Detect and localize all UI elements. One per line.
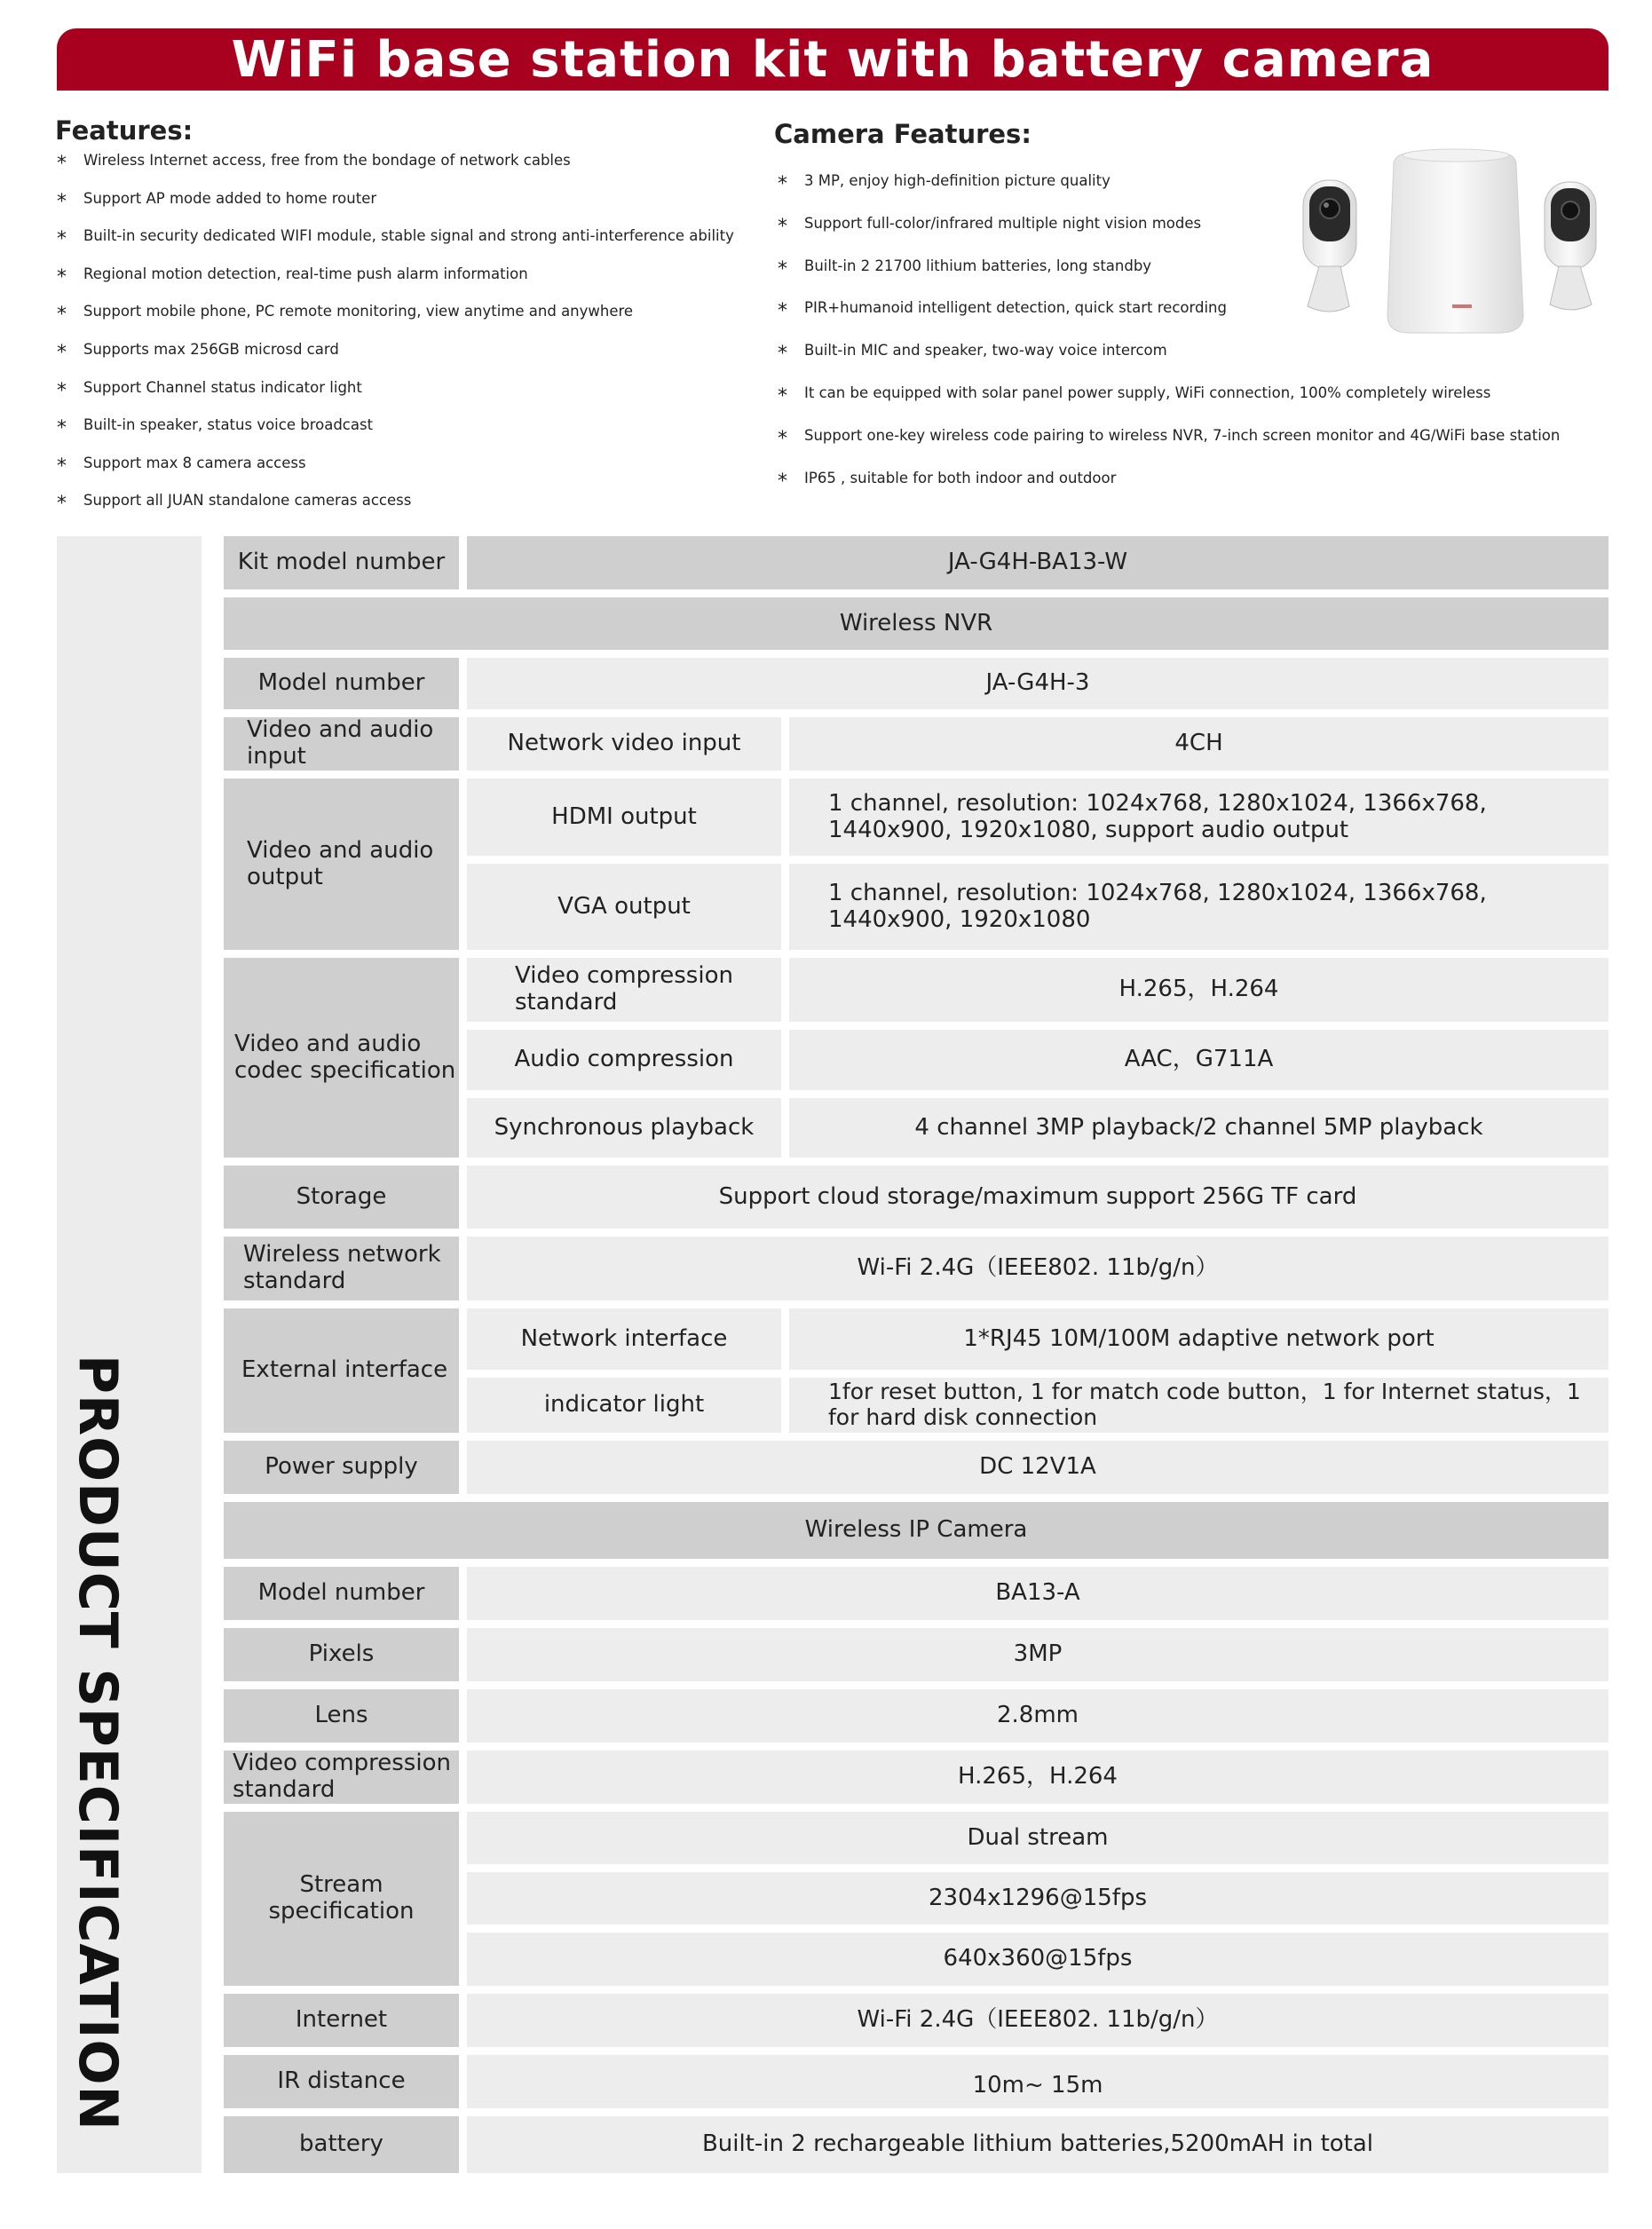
camera-model-value: BA13-A: [467, 1567, 1609, 1620]
stream-dual-value: Dual stream: [467, 1812, 1609, 1864]
battery-value: Built-in 2 rechargeable lithium batteries,5200mAH in total: [467, 2116, 1609, 2173]
base-station-image: [1387, 149, 1523, 333]
bullet-star-icon: *: [778, 470, 787, 493]
feature-item: [778, 427, 1560, 450]
page-title: WiFi base station kit with battery camera: [231, 30, 1435, 89]
bullet-star-icon: *: [778, 257, 787, 281]
features-heading: Features:: [55, 115, 194, 146]
wireless-ip-camera-header: Wireless IP Camera: [224, 1502, 1609, 1559]
feature-item: [57, 379, 362, 402]
lens-value: 2.8mm: [467, 1689, 1609, 1743]
product-photo: [1294, 146, 1609, 337]
bullet-star-icon: *: [57, 228, 67, 251]
feature-item: [57, 265, 528, 289]
feature-text: PIR+humanoid intelligent detection, quick start recording: [804, 299, 1227, 317]
lens-label: Lens: [224, 1689, 459, 1743]
camera-video-compression-value: H.265，H.264: [467, 1751, 1609, 1804]
feature-item: [57, 416, 373, 439]
feature-text: Support max 8 camera access: [83, 454, 306, 471]
indicator-light-label: indicator light: [467, 1378, 781, 1433]
internet-value: Wi-Fi 2.4G（IEEE802. 11b/g/n）: [467, 1994, 1609, 2047]
bullet-star-icon: *: [778, 385, 787, 407]
bullet-star-icon: *: [778, 427, 787, 450]
camera-model-label: Model number: [224, 1567, 459, 1620]
feature-item: [57, 190, 376, 213]
feature-text: Support full-color/infrared multiple night vision modes: [804, 214, 1202, 232]
ir-distance-label: IR distance: [224, 2055, 459, 2108]
camera-video-compression-label: Video compression standard: [224, 1751, 459, 1804]
feature-item: [57, 492, 411, 515]
feature-text: Built-in speaker, status voice broadcast: [83, 416, 374, 434]
video-compression-label: Video compression standard: [467, 958, 781, 1022]
feature-item: [778, 342, 1167, 365]
hdmi-output-value: 1 channel, resolution: 1024x768, 1280x1024, 1366x768, 1440x900, 1920x1080, support audio output: [789, 779, 1609, 856]
feature-text: Support Channel status indicator light: [83, 378, 362, 396]
camera-right-image: [1545, 182, 1596, 310]
feature-item: [778, 257, 1151, 281]
feature-text: Built-in security dedicated WIFI module, stable signal and strong anti-interference ability: [83, 227, 734, 245]
audio-compression-label: Audio compression: [467, 1030, 781, 1090]
bullet-star-icon: *: [57, 493, 67, 516]
battery-label: battery: [224, 2116, 459, 2173]
video-audio-input-label: Video and audio input: [224, 717, 459, 771]
sync-playback-value: 4 channel 3MP playback/2 channel 5MP playback: [789, 1098, 1609, 1158]
codec-spec-label: Video and audio codec specification: [224, 958, 459, 1158]
pixels-value: 3MP: [467, 1628, 1609, 1681]
audio-compression-value: AAC，G711A: [789, 1030, 1609, 1090]
feature-text: Support mobile phone, PC remote monitoring, view anytime and anywhere: [83, 303, 634, 320]
nvr-model-value: JA-G4H-3: [467, 658, 1609, 709]
camera-features-heading: Camera Features:: [774, 119, 1032, 149]
vga-output-label: VGA output: [467, 864, 781, 950]
feature-item: [57, 303, 633, 326]
feature-item: [778, 215, 1201, 238]
feature-text: Regional motion detection, real-time push alarm information: [83, 265, 528, 282]
video-compression-value: H.265，H.264: [789, 958, 1609, 1022]
power-supply-value: DC 12V1A: [467, 1441, 1609, 1494]
network-interface-value: 1*RJ45 10M/100M adaptive network port: [789, 1308, 1609, 1370]
feature-text: Support one-key wireless code pairing to wireless NVR, 7-inch screen monitor and 4G/WiFi base station: [804, 426, 1561, 444]
bullet-star-icon: *: [57, 304, 67, 327]
feature-item: [57, 454, 306, 478]
feature-text: 3 MP, enjoy high-definition picture quality: [804, 172, 1111, 189]
network-interface-label: Network interface: [467, 1308, 781, 1370]
feature-text: Built-in MIC and speaker, two-way voice intercom: [804, 342, 1167, 360]
bullet-star-icon: *: [57, 342, 67, 364]
product-specification-label: PRODUCT SPECIFICATION: [67, 1355, 129, 2131]
power-supply-label: Power supply: [224, 1441, 459, 1494]
feature-item: [57, 341, 339, 364]
feature-text: Wireless Internet access, free from the bondage of network cables: [83, 152, 571, 169]
feature-item: [778, 470, 1116, 493]
feature-text: Support AP mode added to home router: [83, 189, 377, 207]
bullet-star-icon: *: [778, 300, 787, 323]
wireless-standard-value: Wi-Fi 2.4G（IEEE802. 11b/g/n）: [467, 1237, 1609, 1300]
bullet-star-icon: *: [57, 265, 67, 289]
bullet-star-icon: *: [778, 173, 787, 195]
pixels-label: Pixels: [224, 1628, 459, 1681]
stream-sub-value: 640x360@15fps: [467, 1933, 1609, 1986]
bullet-star-icon: *: [57, 153, 67, 175]
bullet-star-icon: *: [778, 215, 787, 238]
bullet-star-icon: *: [57, 190, 67, 213]
ir-distance-value: 10m~ 15m: [467, 2055, 1609, 2108]
wireless-nvr-header: Wireless NVR: [224, 597, 1609, 650]
feature-item: [778, 299, 1227, 322]
nvr-model-label: Model number: [224, 658, 459, 709]
video-audio-output-label: Video and audio output: [224, 779, 459, 950]
external-interface-label: External interface: [224, 1308, 459, 1433]
kit-model-label: Kit model number: [224, 536, 459, 589]
stream-spec-label: Stream specification: [224, 1812, 459, 1986]
bullet-star-icon: *: [778, 343, 787, 366]
network-video-input-label: Network video input: [467, 717, 781, 771]
stream-main-value: 2304x1296@15fps: [467, 1872, 1609, 1925]
title-banner: [57, 28, 1609, 91]
feature-item: [778, 384, 1490, 407]
storage-label: Storage: [224, 1166, 459, 1229]
bullet-star-icon: *: [57, 454, 67, 478]
feature-text: IP65 , suitable for both indoor and outdoor: [804, 469, 1117, 486]
bullet-star-icon: *: [57, 379, 67, 402]
feature-text: Built-in 2 21700 lithium batteries, long standby: [804, 257, 1152, 274]
vga-output-value: 1 channel, resolution: 1024x768, 1280x1024, 1366x768, 1440x900, 1920x1080: [789, 864, 1609, 950]
feature-item: [778, 172, 1111, 195]
hdmi-output-label: HDMI output: [467, 779, 781, 856]
wireless-standard-label: Wireless network standard: [224, 1237, 459, 1300]
feature-text: Support all JUAN standalone cameras access: [83, 492, 412, 510]
kit-model-value: JA-G4H-BA13-W: [467, 536, 1609, 589]
network-video-input-value: 4CH: [789, 717, 1609, 771]
internet-label: Internet: [224, 1994, 459, 2047]
indicator-light-value: 1for reset button, 1 for match code button，1 for Internet status，1 for hard disk connection: [789, 1378, 1609, 1433]
feature-item: [57, 227, 734, 250]
feature-text: Supports max 256GB microsd card: [83, 341, 339, 358]
sync-playback-label: Synchronous playback: [467, 1098, 781, 1158]
bullet-star-icon: *: [57, 417, 67, 440]
feature-text: It can be equipped with solar panel power supply, WiFi connection, 100% completely wireless: [804, 384, 1491, 401]
camera-left-image: [1303, 180, 1356, 312]
storage-value: Support cloud storage/maximum support 256G TF card: [467, 1166, 1609, 1229]
feature-item: [57, 152, 571, 175]
